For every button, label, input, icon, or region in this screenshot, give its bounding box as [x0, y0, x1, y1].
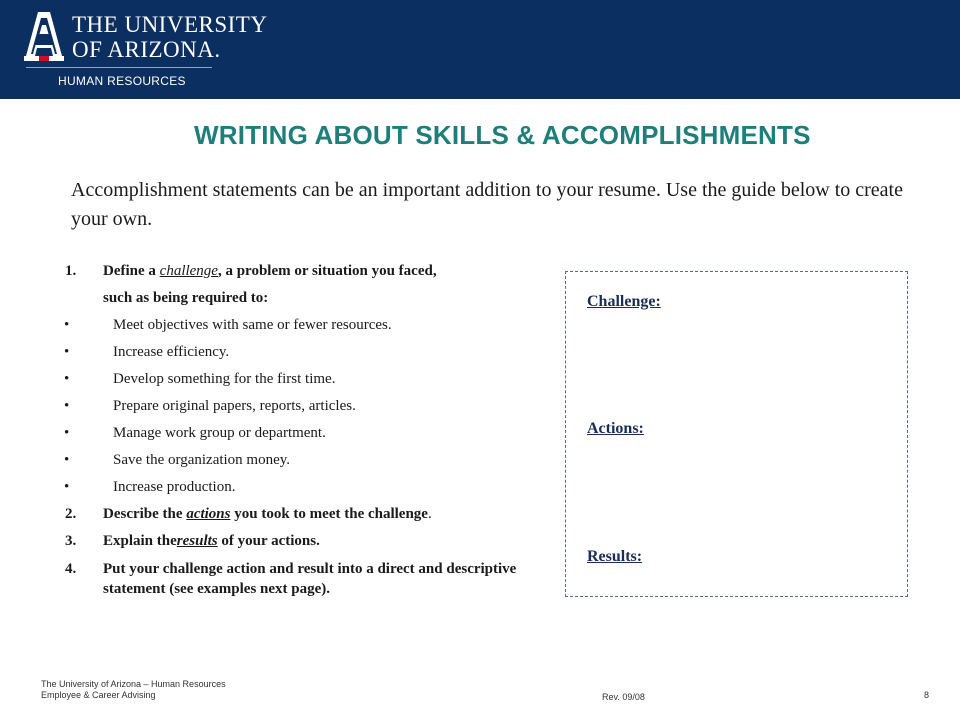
step-1: [64, 263, 544, 290]
university-name-line1: THE UNIVERSITY: [72, 12, 268, 37]
bullet-icon: •: [64, 479, 70, 495]
list-item: [64, 317, 544, 344]
page-title: WRITING ABOUT SKILLS & ACCOMPLISHMENTS: [194, 120, 811, 150]
actions-keyword: actions: [186, 506, 231, 522]
footer-organization: [41, 679, 226, 701]
steps-list: [64, 263, 544, 599]
list-item: [64, 479, 544, 506]
step-text: Describe the: [103, 506, 187, 522]
list-item-text: Prepare original papers, reports, articles.: [113, 398, 356, 414]
university-name-line2: OF ARIZONA.: [72, 37, 221, 62]
step-number: 2.: [65, 506, 77, 522]
step-period: .: [427, 506, 432, 522]
list-item: [64, 425, 544, 452]
list-item-text: Increase efficiency.: [113, 344, 230, 360]
list-item-text: Meet objectives with same or fewer resources.: [113, 317, 392, 333]
list-item-text: Manage work group or department.: [113, 425, 326, 441]
results-keyword: results: [176, 533, 218, 549]
step-text: Explain the: [103, 533, 177, 549]
bullet-icon: •: [64, 452, 70, 468]
list-item-text: Save the organization money.: [113, 452, 291, 468]
step-number: 4.: [65, 561, 77, 577]
bullet-icon: •: [64, 317, 70, 333]
challenge-keyword: challenge: [159, 263, 218, 279]
list-item-text: Develop something for the first time.: [113, 371, 336, 387]
bullet-icon: •: [64, 425, 70, 441]
step-text: you took to meet the challenge: [230, 506, 428, 522]
list-item: [64, 371, 544, 398]
step-3: [64, 533, 544, 559]
worksheet-box: [565, 271, 908, 597]
list-item: [64, 344, 544, 371]
arizona-block-a-icon: [24, 10, 64, 62]
list-item: [64, 452, 544, 479]
intro-paragraph: Accomplishment statements can be an important addition to your resume. Use the guide below to create your own.: [71, 179, 903, 230]
step-4: [64, 559, 544, 599]
bullet-icon: •: [64, 398, 70, 414]
footer-org-line1: The University of Arizona – Human Resources: [41, 679, 226, 689]
step-number: 1.: [65, 263, 77, 279]
list-item: [64, 398, 544, 425]
step-2: [64, 506, 544, 533]
step-text: of your actions.: [217, 533, 320, 549]
footer-org-line2: Employee & Career Advising: [41, 690, 156, 700]
step-text: , a problem or situation you faced,: [217, 263, 437, 279]
page-number: 8: [924, 690, 930, 700]
actions-label: Actions:: [587, 420, 644, 437]
step-1-continuation: such as being required to:: [103, 290, 269, 306]
step-number: 3.: [65, 533, 77, 549]
step-text: Define a: [103, 263, 160, 279]
department-name: HUMAN RESOURCES: [58, 74, 186, 88]
header-banner: [0, 0, 960, 99]
step-text: Put your challenge action and result into a direct and descriptive statement (see examples next page).: [103, 561, 517, 597]
list-item-text: Increase production.: [113, 479, 236, 495]
university-name: [72, 12, 267, 62]
challenge-label: Challenge:: [587, 293, 661, 310]
revision-date: Rev. 09/08: [602, 692, 645, 702]
bullet-icon: •: [64, 344, 70, 360]
logo-divider: [26, 67, 212, 68]
results-label: Results:: [587, 548, 643, 565]
bullet-icon: •: [64, 371, 70, 387]
